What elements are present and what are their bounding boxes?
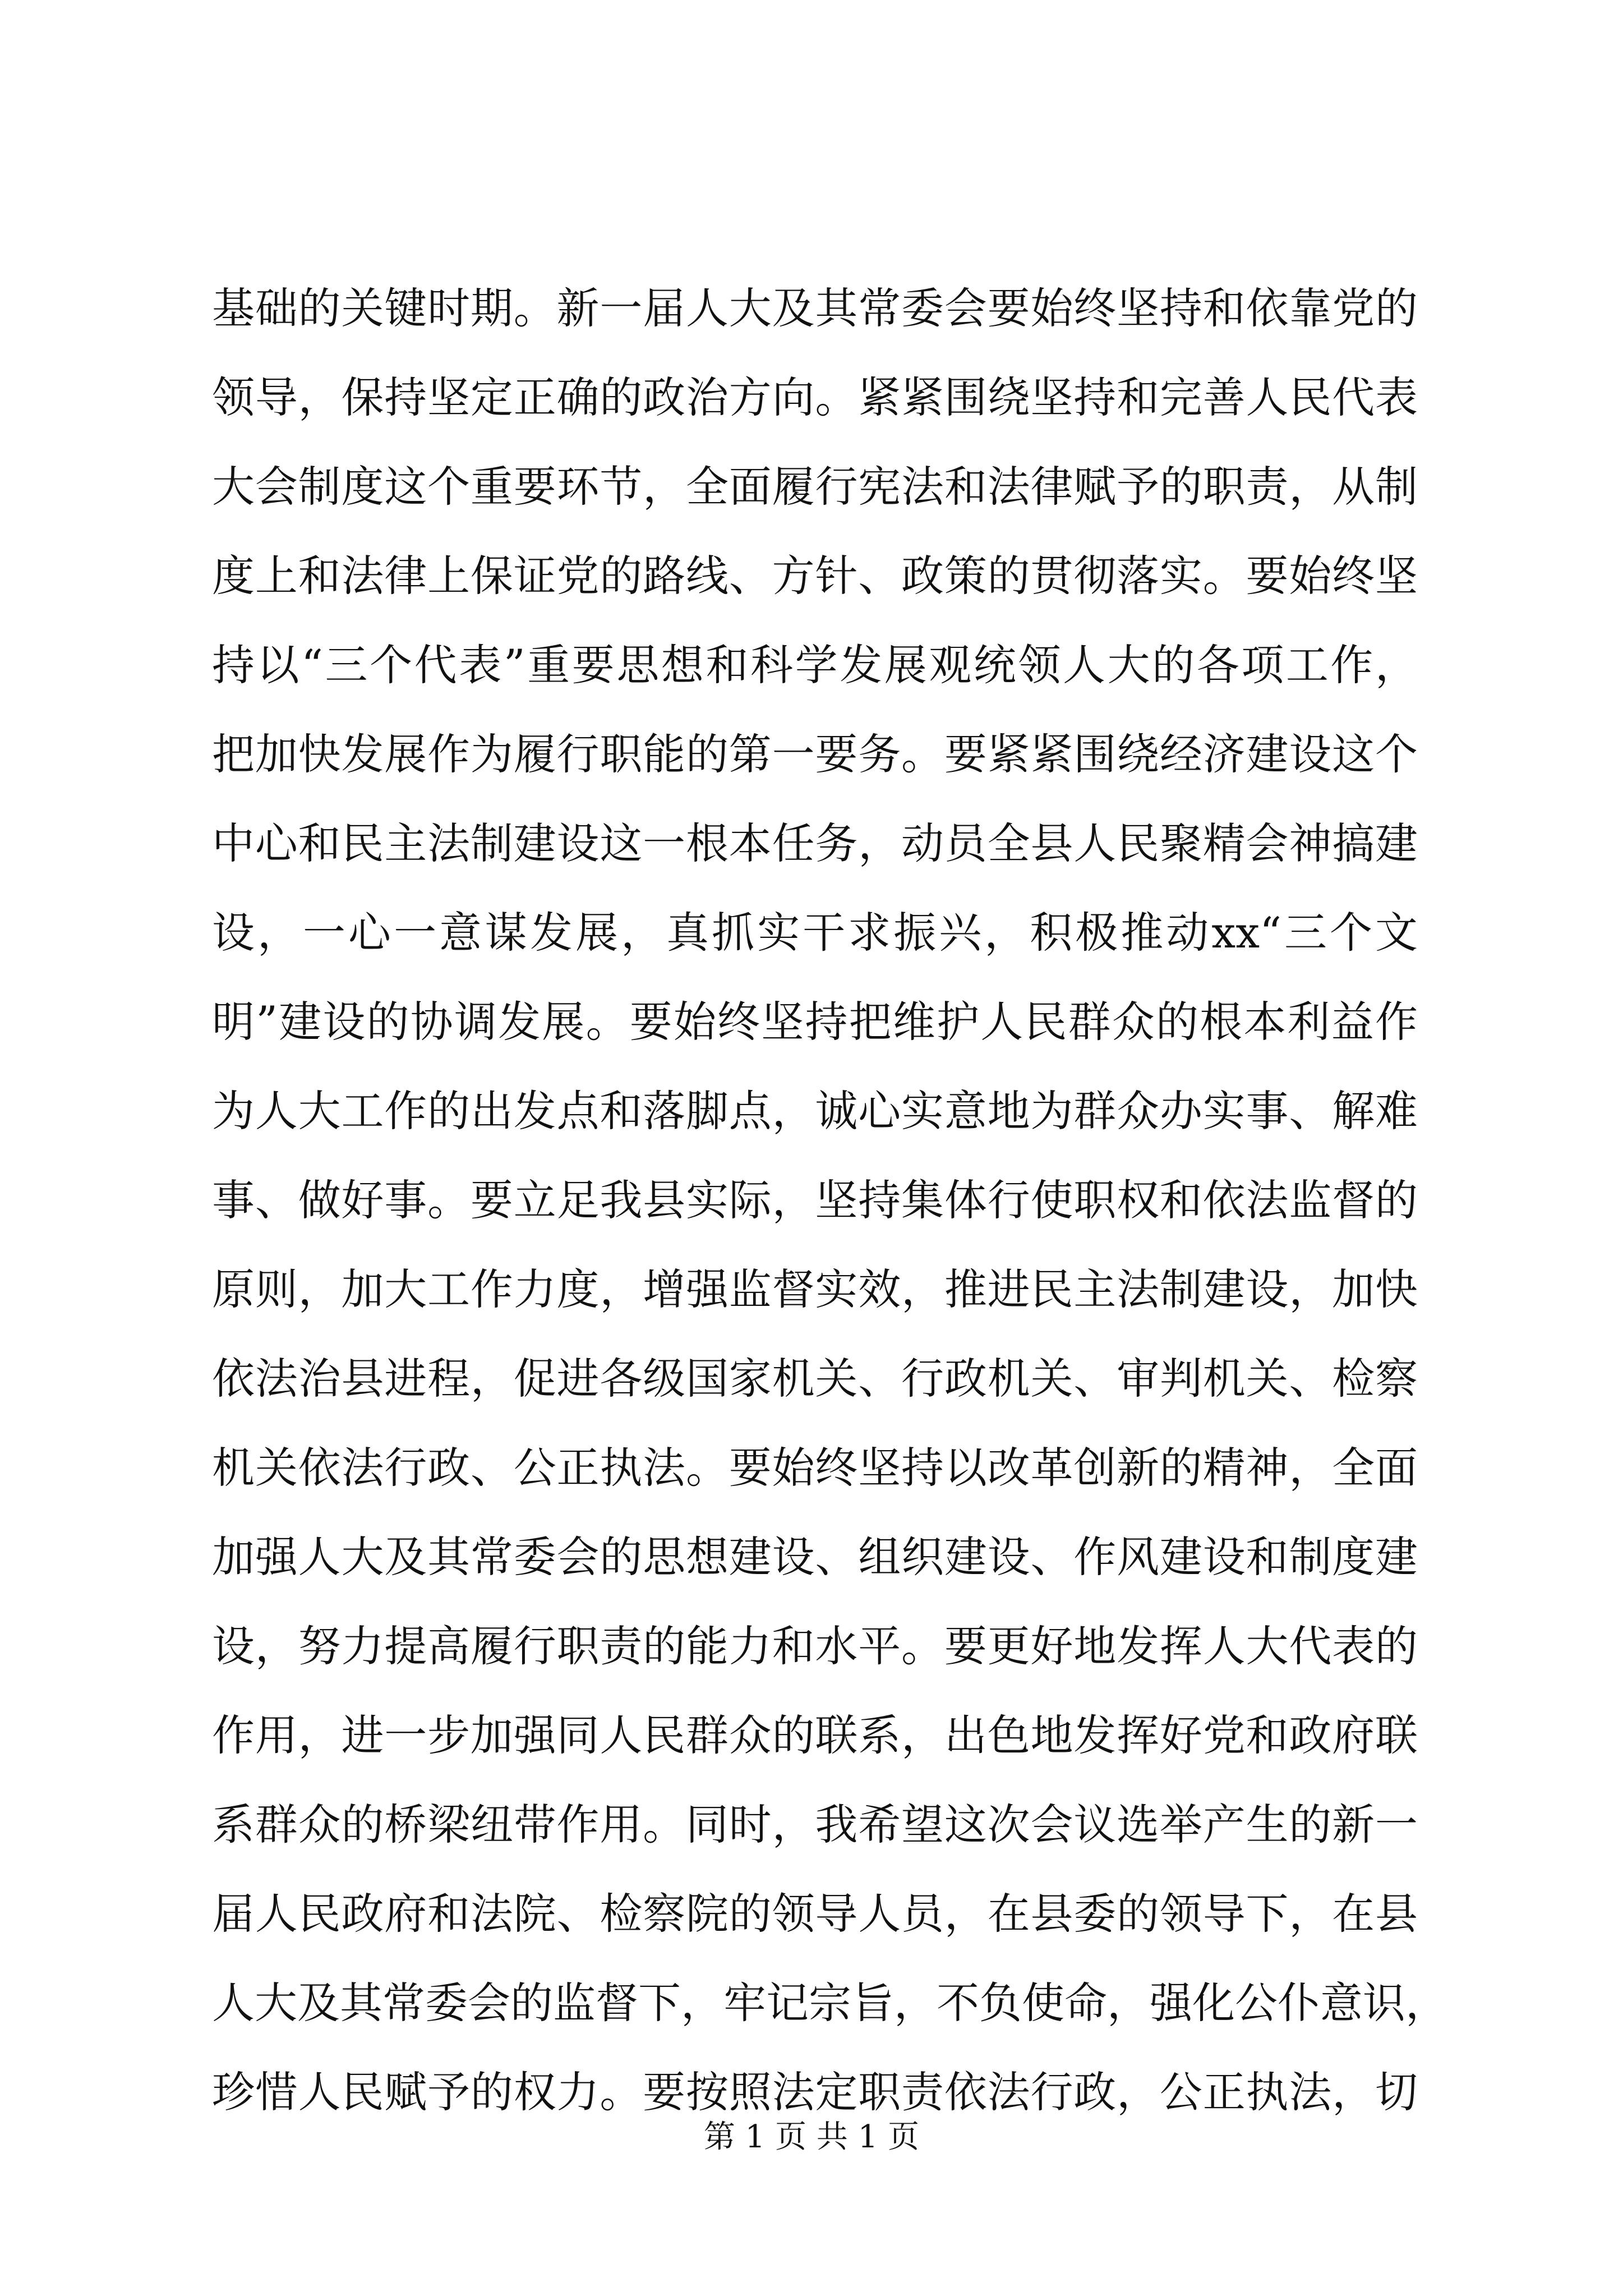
text-line: 度上和法律上保证党的路线、方针、政策的贯彻落实。要始终坚 bbox=[212, 551, 1418, 601]
text-line: 加强人大及其常委会的思想建设、组织建设、作风建设和制度建 bbox=[212, 1532, 1418, 1582]
text-line: 机关依法行政、公正执法。要始终坚持以改革创新的精神，全面 bbox=[212, 1443, 1418, 1493]
text-line: 珍惜人民赋予的权力。要按照法定职责依法行政，公正执法，切 bbox=[212, 2067, 1418, 2117]
text-line: 依法治县进程，促进各级国家机关、行政机关、审判机关、检察 bbox=[212, 1354, 1418, 1404]
body-text bbox=[212, 264, 1448, 2137]
text-line: 设，努力提高履行职责的能力和水平。要更好地发挥人大代表的 bbox=[212, 1621, 1418, 1671]
text-line: 系群众的桥梁纽带作用。同时，我希望这次会议选举产生的新一 bbox=[212, 1800, 1418, 1849]
text-line: 人大及其常委会的监督下，牢记宗旨，不负使命，强化公仆意识， bbox=[212, 1978, 1448, 2028]
text-line: 领导，保持坚定正确的政治方向。紧紧围绕坚持和完善人民代表 bbox=[212, 372, 1418, 422]
text-line: 基础的关键时期。新一届人大及其常委会要始终坚持和依靠党的 bbox=[212, 283, 1418, 333]
page-footer: 第 1 页 共 1 页 bbox=[703, 2119, 920, 2155]
text-line: 事、做好事。要立足我县实际，坚持集体行使职权和依法监督的 bbox=[212, 1175, 1418, 1225]
text-line: 原则，加大工作力度，增强监督实效，推进民主法制建设，加快 bbox=[212, 1264, 1418, 1314]
text-line: 把加快发展作为履行职能的第一要务。要紧紧围绕经济建设这个 bbox=[212, 729, 1418, 779]
text-line: 持以“三个代表”重要思想和科学发展观统领人大的各项工作， bbox=[212, 640, 1418, 690]
text-line: 中心和民主法制建设这一根本任务，动员全县人民聚精会神搞建 bbox=[212, 818, 1418, 868]
text-line: 设，一心一意谋发展，真抓实干求振兴，积极推动xx“三个文 bbox=[212, 908, 1418, 958]
text-line: 为人大工作的出发点和落脚点，诚心实意地为群众办实事、解难 bbox=[212, 1086, 1418, 1136]
text-line: 明”建设的协调发展。要始终坚持把维护人民群众的根本利益作 bbox=[212, 997, 1418, 1047]
text-line: 届人民政府和法院、检察院的领导人员，在县委的领导下，在县 bbox=[212, 1889, 1418, 1939]
text-line: 大会制度这个重要环节，全面履行宪法和法律赋予的职责，从制 bbox=[212, 462, 1418, 512]
text-line: 作用，进一步加强同人民群众的联系，出色地发挥好党和政府联 bbox=[212, 1710, 1418, 1760]
